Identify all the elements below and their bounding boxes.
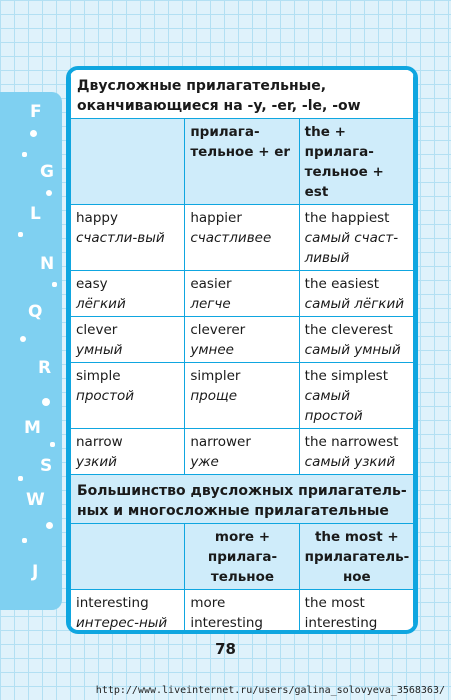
comparison-table — [70, 70, 414, 634]
comparative-en: more interesting — [190, 595, 263, 631]
base-word-ru: простой — [76, 388, 134, 404]
side-letter: L — [30, 204, 41, 224]
side-letter: N — [40, 254, 55, 274]
decor-dot — [18, 232, 23, 237]
comparative-ru: умнее — [190, 342, 234, 358]
table-row — [71, 271, 414, 317]
table-row — [71, 429, 414, 475]
section2-header-blank — [71, 524, 185, 590]
table-row — [71, 590, 414, 635]
base-word-en: clever — [76, 322, 118, 338]
superlative-ru: самый лёгкий — [304, 296, 404, 312]
side-letter: R — [38, 358, 52, 378]
decor-dot — [20, 336, 26, 342]
base-word-en: narrow — [76, 434, 123, 450]
base-word-en: easy — [76, 276, 108, 292]
section2-header-comparative: more + прилага-тельное — [185, 524, 299, 590]
base-word-en: happy — [76, 210, 118, 226]
superlative-ru: самый умный — [304, 342, 401, 358]
side-letter: S — [40, 456, 53, 476]
section2-title: Большинство двусложных прилагатель-ных и многосложные прилагательные — [71, 475, 414, 524]
decor-dot — [22, 152, 27, 157]
decor-dot — [50, 442, 55, 447]
decor-dot — [22, 538, 27, 543]
superlative-en: the cleverest — [304, 322, 393, 338]
comparative-ru: уже — [190, 454, 219, 470]
superlative-ru: самый простой — [304, 388, 363, 424]
superlative-en: the narrowest — [304, 434, 399, 450]
comparative-en: simpler — [190, 368, 241, 384]
section2-header-superlative: the most + прилагатель-ное — [299, 524, 413, 590]
superlative-en: the simplest — [304, 368, 388, 384]
table-row — [71, 363, 414, 429]
decor-dot — [42, 398, 50, 406]
footer-url: http://www.liveinternet.ru/users/galina_solovyeva_3568363/ — [95, 685, 445, 696]
comparative-en: happier — [190, 210, 242, 226]
base-word-ru: счастли-вый — [76, 230, 165, 246]
base-word-ru: лёгкий — [76, 296, 126, 312]
base-word-en: simple — [76, 368, 121, 384]
decorative-letter-strip — [0, 92, 62, 610]
adjective-comparison-card — [66, 66, 418, 634]
comparative-ru: легче — [190, 296, 231, 312]
comparative-ru: счастливее — [190, 230, 272, 246]
side-letter: G — [40, 162, 54, 182]
base-word-en: interesting — [76, 595, 149, 611]
table-row — [71, 205, 414, 271]
decor-dot — [46, 522, 53, 529]
base-word-ru: узкий — [76, 454, 117, 470]
comparative-en: easier — [190, 276, 232, 292]
side-letter: J — [32, 562, 39, 582]
table-row — [71, 317, 414, 363]
section1-title: Двусложные прилагательные, оканчивающиеся на -y, -er, -le, -ow — [71, 70, 414, 119]
page-number: 78 — [215, 640, 236, 658]
section1-header-superlative: the + прилага-тельное + est — [299, 119, 413, 205]
decor-dot — [18, 476, 23, 481]
comparative-ru: проще — [190, 388, 238, 404]
base-word-ru: интерес-ный — [76, 615, 168, 631]
superlative-en: the happiest — [304, 210, 390, 226]
side-letter: Q — [28, 302, 43, 322]
side-letter: W — [26, 490, 45, 510]
comparative-ru — [190, 633, 294, 634]
superlative-en: the easiest — [304, 276, 380, 292]
decor-dot — [52, 282, 57, 287]
superlative-ru: самый узкий — [304, 454, 396, 470]
base-word-ru: умный — [76, 342, 123, 358]
comparative-en: narrower — [190, 434, 251, 450]
section1-header-comparative: прилага-тельное + er — [185, 119, 299, 205]
section1-header-blank — [71, 119, 185, 205]
decor-dot — [46, 190, 52, 196]
side-letter: M — [24, 418, 41, 438]
comparative-en: cleverer — [190, 322, 246, 338]
side-letter: F — [30, 102, 42, 122]
superlative-ru: самый счаст-ливый — [304, 230, 399, 266]
decor-dot — [30, 130, 37, 137]
superlative-ru — [305, 633, 409, 634]
superlative-en: the most interesting — [304, 595, 378, 631]
